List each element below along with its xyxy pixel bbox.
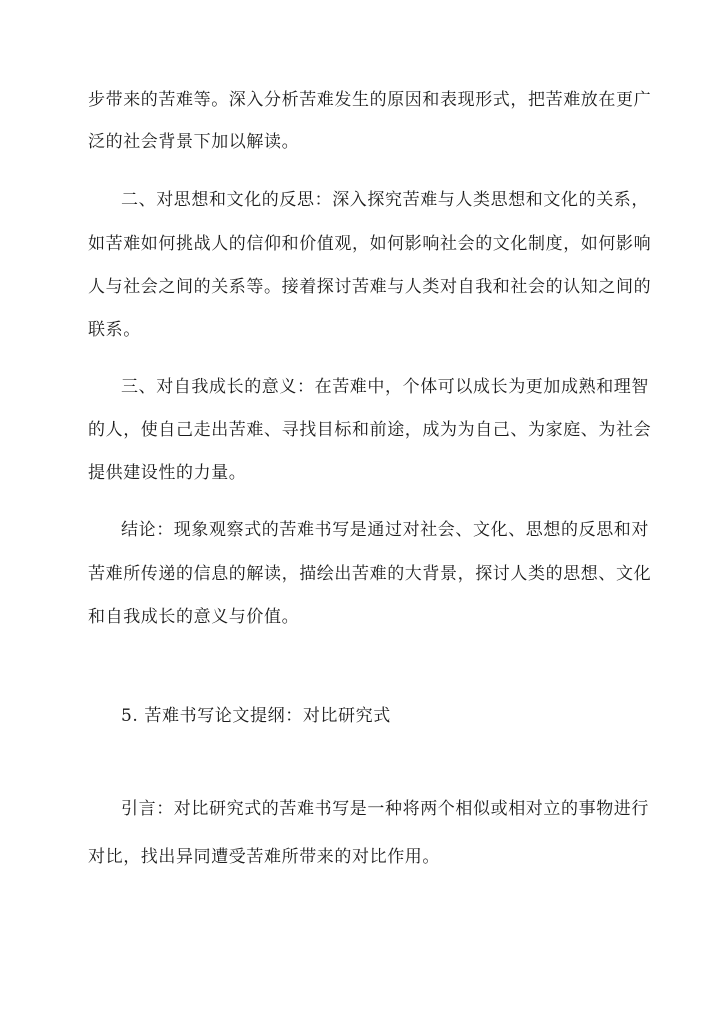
paragraph-line: 苦难所传递的信息的解读，描绘出苦难的大背景，探讨人类的思想、文化 (88, 564, 652, 584)
paragraph-line: 如苦难如何挑战人的信仰和价值观，如何影响社会的文化制度，如何影响 (88, 234, 652, 254)
paragraph-line: 引言：对比研究式的苦难书写是一种将两个相似或相对立的事物进行 (121, 799, 649, 819)
paragraph-line: 人与社会之间的关系等。接着探讨苦难与人类对自我和社会的认知之间的 (88, 277, 652, 297)
paragraph-line: 提供建设性的力量。 (88, 463, 247, 483)
section-heading: 5. 苦难书写论文提纲：对比研究式 (121, 706, 391, 726)
paragraph-line: 对比，找出异同遭受苦难所带来的对比作用。 (88, 847, 440, 867)
paragraph-line: 结论：现象观察式的苦难书写是通过对社会、文化、思想的反思和对 (121, 520, 649, 540)
paragraph-line: 二、对思想和文化的反思：深入探究苦难与人类思想和文化的关系， (121, 190, 649, 210)
paragraph-line: 泛的社会背景下加以解读。 (88, 132, 300, 152)
paragraph-line: 联系。 (88, 320, 141, 340)
paragraph-line: 三、对自我成长的意义：在苦难中，个体可以成长为更加成熟和理智 (121, 377, 649, 397)
paragraph-line: 步带来的苦难等。深入分析苦难发生的原因和表现形式，把苦难放在更广 (88, 90, 652, 110)
paragraph-line: 的人，使自己走出苦难、寻找目标和前途，成为为自己、为家庭、为社会 (88, 420, 652, 440)
paragraph-line: 和自我成长的意义与价值。 (88, 607, 300, 627)
